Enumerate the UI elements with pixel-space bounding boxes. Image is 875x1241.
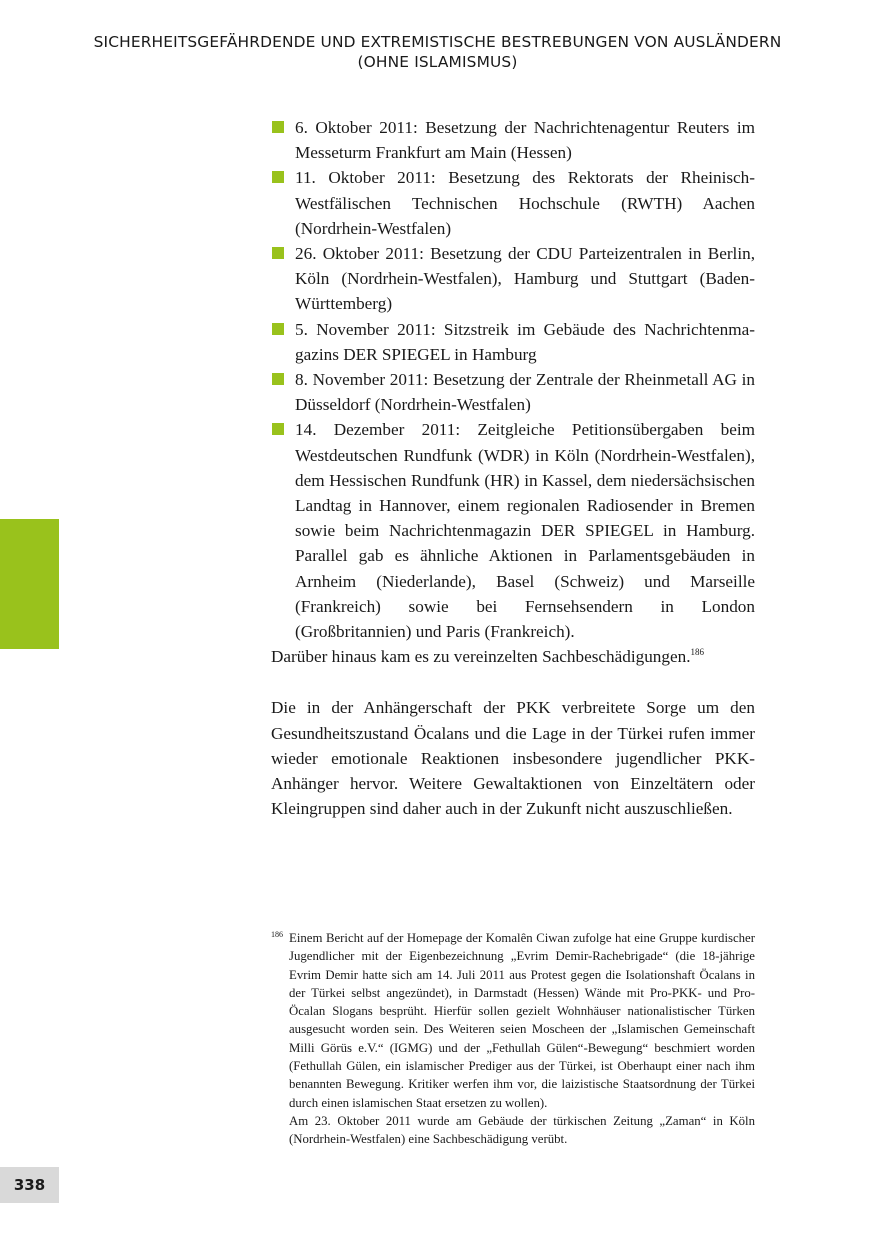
list-item: [271, 165, 755, 241]
list-item-text: 11. Oktober 2011: Besetzung des Rektorats der Rheinisch-Westfälischen Technischen Hochschule (RWTH) Aachen (Nordrhein-Westfalen): [295, 168, 755, 238]
footnote-entry: [271, 929, 755, 1112]
green-square-bullet-icon: [272, 373, 284, 385]
chapter-color-tab: [0, 519, 59, 649]
running-header-line-1: SICHERHEITSGEFÄHRDENDE UND EXTREMISTISCHE BESTREBUNGEN VON AUSLÄNDERN: [93, 33, 782, 51]
footnote-text: Einem Bericht auf der Homepage der Komalên Ciwan zufolge hat eine Gruppe kurdischer Jugendlicher mit der Eigenbezeichnung „Evrim Demir-Rachebrigade“ (die 18-jährige Evrim Demir hatte sich am 14. Juli 2011 aus Protest gegen die Isolationshaft Öcalans in der Türkei selbst angezündet), in Darmstadt (Hessen) Wände mit Pro-PKK- und Pro-Öcalan Slogans besprüht. Hierfür sollen gezielt Wohnhäuser nationalistischer Türken ausgesucht worden sein. Des Weiteren seien Moscheen der „Islamischen Gemeinschaft Milli Görüs e.V.“ (IGMG) und der „Fethullah Gülen“-Bewegung“ beschmiert worden (Fethullah Gülen, ein islamischer Prediger aus der Türkei, ist Oberhaupt einer nach ihm benannten Bewegung. Kritiker werfen ihm vor, die laizistische Staatsordnung der Türkei durch einen islamischen Staat ersetzen zu wollen).: [289, 931, 755, 1110]
list-item-text: 8. November 2011: Besetzung der Zentrale der Rheinmetall AG in Düsseldorf (Nordrhein-Westfalen): [295, 370, 755, 415]
event-list: [271, 115, 755, 644]
running-header-line-2: (OHNE ISLAMISMUS): [357, 53, 518, 71]
summary-sentence-text: Darüber hinaus kam es zu vereinzelten Sachbeschädigungen.: [271, 647, 691, 667]
list-item: [271, 317, 755, 367]
footnote-reference[interactable]: 186: [690, 647, 704, 658]
closing-paragraph: Die in der Anhängerschaft der PKK verbreitete Sorge um den Gesundheitszustand Öcalans und die Lage in der Türkei rufen immer wieder emotionale Reaktionen insbesondere jugendlicher PKK-Anhänger hervor. Weitere Gewaltaktionen von Einzeltätern oder Kleingruppen sind daher auch in der Zukunft nicht auszuschließen.: [271, 698, 755, 819]
summary-sentence: [271, 644, 755, 669]
green-square-bullet-icon: [272, 171, 284, 183]
running-header: [0, 32, 875, 72]
green-square-bullet-icon: [272, 423, 284, 435]
footnote-marker: 186: [271, 930, 283, 939]
list-item-text: 6. Oktober 2011: Besetzung der Nachrichtenagentur Reuters im Messeturm Frankfurt am Main (Hessen): [295, 118, 755, 163]
list-item: [271, 241, 755, 317]
main-text-column: [271, 115, 755, 821]
page-number: 338: [0, 1167, 59, 1203]
list-item-text: 5. November 2011: Sitzstreik im Gebäude des Nachrichtenmagazins DER SPIEGEL in Hamburg: [295, 319, 755, 364]
list-item-text: 26. Oktober 2011: Besetzung der CDU Parteizentralen in Berlin, Köln (Nordrhein-Westfalen), Hamburg und Stuttgart (Baden-Württemberg): [295, 244, 755, 314]
footnote: [271, 929, 755, 1149]
green-square-bullet-icon: [272, 121, 284, 133]
green-square-bullet-icon: [272, 323, 284, 335]
list-item: [271, 115, 755, 165]
list-item-text: 14. Dezember 2011: Zeitgleiche Petitionsübergaben beim Westdeutschen Rundfunk (WDR) in Köln (Nordrhein-Westfalen), dem Hessischen Rundfunk (HR) in Kassel, dem niedersächsischen Landtag in Hannover, einem regionalen Radiosender in Bremen sowie beim Nachrichtenmagazin DER SPIEGEL in Hamburg. Parallel gab es ähnliche Aktionen in Parlamentsgebäuden in Arnheim (Niederlande), Basel (Schweiz) und Marseille (Frankreich) sowie bei Fernsehsendern in London (Großbritannien) und Paris (Frankreich).: [295, 420, 755, 642]
list-item: [271, 367, 755, 417]
footnote-addendum: Am 23. Oktober 2011 wurde am Gebäude der türkischen Zeitung „Zaman“ in Köln (Nordrhein-Westfalen) eine Sachbeschädigung verübt.: [289, 1113, 755, 1147]
green-square-bullet-icon: [272, 247, 284, 259]
list-item: [271, 417, 755, 644]
